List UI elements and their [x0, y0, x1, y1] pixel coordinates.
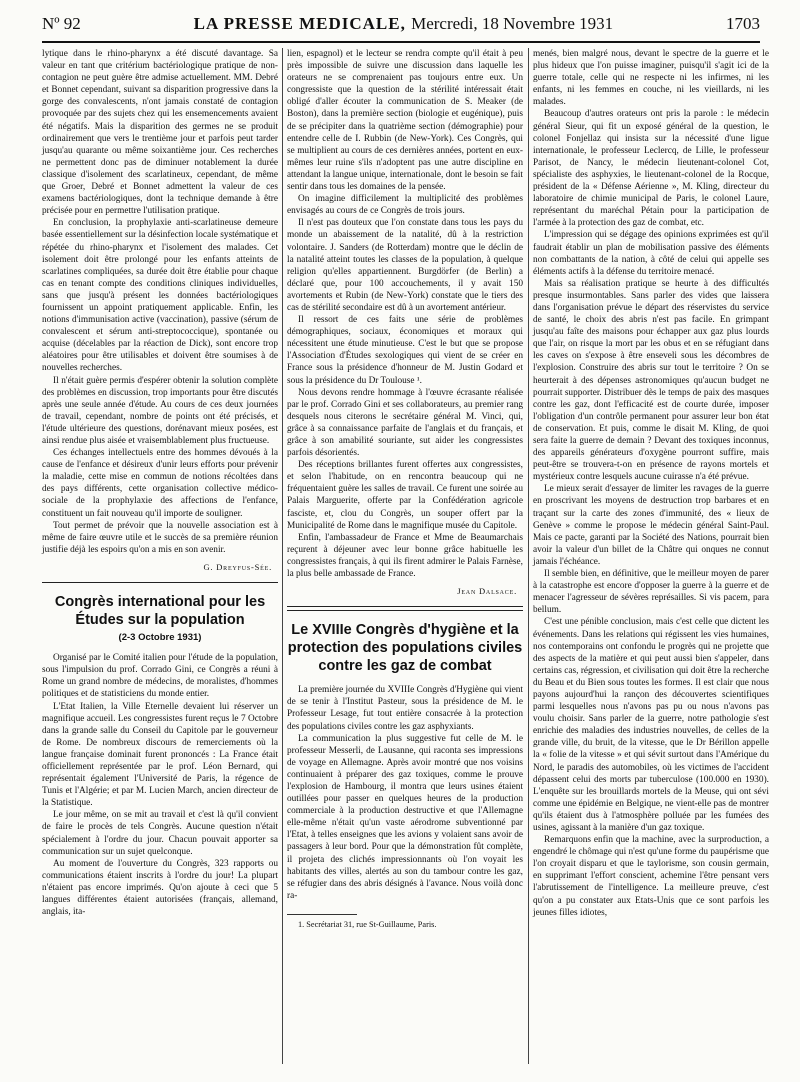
section-divider: [42, 582, 278, 583]
paragraph: Des réceptions brillantes furent offertes aux congressistes, et selon l'habitude, on en rencontra beaucoup qui ne fréquentaient guère les salles de travail. Ce furent une soirée au Palais Marguerite, offerte par la Confédération agricole fasciste, et, clou du Congrès, un souper offert par la Municipalité de Rome dans le magnifique musée du Capitole.: [287, 460, 523, 531]
paragraph: En conclusion, la prophylaxie anti-scarlatineuse demeure basée essentiellement sur la désinfection locale systématique et répétée du rhino-pharynx et l'isolement des malades. Cet isolement doit être prolongé pour les enfants atteints de scarlatines compliquées, sa durée doit être établie pour chaque cas en tenant compte des conditions cliniques individuelles, sans que jusqu'à présent les données bactériologiques fournissent un appoint pratiquement applicable. Enfin, les notions d'immunisation active (vaccination), passive (sérum de convalescent et sérum anti-streptococcique), spontanée ou acquise (décelables par la réaction de Dick), sont encore trop aléatoires pour être utilisables et doivent être soumises à de nouvelles recherches.: [42, 218, 278, 374]
paragraph: Tout permet de prévoir que la nouvelle association est à même de faire œuvre utile et le succès de sa première réunion justifie déjà les espoirs qu'on a mis en son avenir.: [42, 520, 278, 555]
paragraph: Le jour même, on se mit au travail et c'est là qu'il convient de faire le procès de tels Congrès. Aucune question n'était spécialement à l'ordre du jour. Chacun pouvait apporter sa communication sur un sujet quelconque.: [42, 810, 278, 857]
issue-date: Mercredi, 18 Novembre 1931: [411, 14, 614, 33]
paragraph: La communication la plus suggestive fut celle de M. le professeur Messerli, de Lausanne, qui raconta ses impressions de voyage en Allemagne. Après avoir montré que nos voisins continuaient à préparer des gaz toxiques, comme le prouve l'explosion de Hambourg, il montra que leurs usines étaient outillées pour passer en quelques heures de la production commerciale à la production destructive et que l'Allemagne elle-même n'était qu'un vaste aérodrome subventionné par l'Etat, à telles enseignes que les avions y volaient sans avoir de passagers à leur bord. Pour que la démonstration fût complète, il projeta des clichés impressionnants où l'on voyait les habitants des villes, alertés au son du tambour contre les gaz, se réfugier dans des abris désignés à l'avance. Nous voilà donc ra-: [287, 733, 523, 901]
issue-number: Nº 92: [42, 14, 81, 33]
page-header: [42, 14, 760, 42]
column-1: [42, 48, 278, 918]
column-3: [533, 48, 769, 919]
masthead: LA PRESSE MEDICALE,: [193, 14, 406, 33]
paragraph: Mais sa réalisation pratique se heurte à des difficultés presque insurmontables. Sans parler des vides que laissera dans l'organisation prévue le départ des réservistes du service de santé, le choix des abris n'est pas facile. En grimpant jusqu'au faîte des maisons pour échapper aux gaz plus lourds que l'air, on risque la mort par les obus et en se réfugiant dans les caves on s'expose à être enseveli sous les décombres de l'explosion. Construire des abris sur tout le territoire ? On se heurterait à des dépenses astronomiques qu'aucun budget ne pourrait supporter. Distribuer dès le temps de paix des masques contre les gaz, dont l'efficacité est de courte durée, imposer l'obligation d'un contrôle permanent pour assurer leur bon état de conservation. Et puis, comme le disait M. Kling, de quoi sera faite la guerre de demain ? Devant des toxiques inconnus, des appareils générateurs d'oxygène pourront suffire, mais peut-être se trouvera-t-on en présence de rayons mortels et mystérieux contre lesquels aucune cuirasse n'a été prévue.: [533, 278, 769, 483]
paragraph: Enfin, l'ambassadeur de France et Mme de Beaumarchais reçurent à déjeuner avec leur bonne grâce habituelle les congressistes français, à qui ils firent admirer le Palais Farnèse, la plus belle ambassade de France.: [287, 532, 523, 580]
author-signature: Jean Dalsace.: [457, 586, 517, 597]
paragraph: On imagine difficilement la multiplicité des problèmes envisagés au cours de ce Congrès de trois jours.: [287, 194, 523, 217]
column-2: [287, 48, 523, 930]
paragraph: Le mieux serait d'essayer de limiter les ravages de la guerre en proscrivant les moyens de destruction trop barbares et en traçant sur la carte des zones d'immunité, des « lieux de Genève » comme le propose le médecin général Saint-Paul. Mais ce pacte, garanti par la Société des Nations, pourrait bien avoir la valeur d'un billet de la Châtre qui onques ne connut jamais l'échéance.: [533, 484, 769, 567]
paragraph: Il n'était guère permis d'espérer obtenir la solution complète des problèmes en discussion, trop importants pour être discutés après une seule année d'étude. Au cours de ces deux journées de travail, cependant, nombre de points ont été précisés, et l'étude ultérieure des questions, dorénavant mieux posées, est ainsi rendue plus aisée et vraisemblablement plus fructueuse.: [42, 375, 278, 446]
header-rule: [42, 41, 760, 43]
page-number: 1703: [726, 14, 760, 33]
paragraph: Il n'est pas douteux que l'on constate dans tous les pays du monde un abaissement de la natalité, dû à la restriction volontaire. J. Sanders (de Rotterdam) montre que le déclin de la natalité atteint toutes les classes de la population, à quelque religion qu'elles appartiennent. Burgdörfer (de Berlin) a déclaré que, pour 100 accouchements, il y avait 150 avortements et Rubin (de New-York) constate que le tiers des cas de stérilité secondaire est dû à un avortement antérieur.: [287, 218, 523, 313]
paragraph: Il ressort de ces faits une série de problèmes démographiques, sociaux, économiques et moraux qui nécessitent une étude minutieuse. C'est le but que se propose l'Association d'Études sexologiques qui vient de se créer en France sous la présidence d'honneur de M. Justin Godard et sous la présidence du Dr Toulouse ¹.: [287, 315, 523, 386]
paragraph: L'Etat Italien, la Ville Eternelle devaient lui réserver un magnifique accueil. Les congressistes furent reçus le 7 Octobre dans la grande salle du Conseil du Capitole par le gouverneur de Rome. De nombreux discours de remerciements où la langue française dominait furent prononcés : La France était officiellement représentée par le prof. Léon Bernard, qui représentait également l'Université de Paris, la régence de Tunis et l'Algérie; et par M. Lucien March, ancien directeur de la Statistique.: [42, 701, 278, 809]
column-separator: [528, 48, 529, 1064]
column-separator: [282, 48, 283, 1064]
footnote-rule: [287, 914, 357, 915]
paragraph: Beaucoup d'autres orateurs ont pris la parole : le médecin général Sieur, qui fit un exposé général de la question, le colonel Fonjellaz qui insista sur la nécessité d'une ligue internationale, le professeur Leclercq, de Lille, le professeur Parisot, de Nancy, le médecin lieutenant-colonel Cot, spécialiste des asphyxies, le lieutenant-colonel de la Rocque, président de la « Défense Aérienne », M. Kling, directeur du laboratoire de chimie municipal de Paris, le colonel Laure, représentant du maréchal Pétain pour la participation de l'armée à la protection des gaz de combat, etc.: [533, 109, 769, 229]
paragraph: Organisé par le Comité italien pour l'étude de la population, sous l'impulsion du prof. Corrado Gini, ce Congrès a réuni à Rome un grand nombre de médecins, de moralistes, d'hommes politiques et de statisticiens du monde entier.: [42, 653, 278, 700]
paragraph: C'est une pénible conclusion, mais c'est celle que dictent les événements. Dans les relations qui régissent les vies humaines, nos contemporains ont confondu le progrès qui ne projette que des aspects de la matière et qui peut aussi bien s'appeler, dans certains cas, régression, et civilisation qui doit être la recherche du Beau et du Bien sous toutes les formes. Il est clair que nous payons aujourd'hui la rançon des découvertes scientifiques parmi lesquelles nous n'avons pas pu ou nous n'avons pas voulu choisir. Sans parler de la guerre, notre pathologie s'est enrichie des maladies des industries nouvelles, de celles de la grande ville, du bruit, de la vitesse, que le Dr Bérillon appelle la « folie de la vitesse » et qui sévit surtout dans l'Amérique du Nord, le paradis des automobiles, où les victimes de l'accident dépassent celui des morts par tuberculose (100.000 en 1930). L'enquête sur les brouillards mortels de la Meuse, qui ont sévi comme une épidémie en Belgique, ne vient-elle pas de montrer qu'ils étaient dus à l'atmosphère polluée par les fumées des usines, agissant à la manière d'un gaz toxique.: [533, 617, 769, 833]
paragraph: Il semble bien, en définitive, que le meilleur moyen de parer à la catastrophe est encore d'opposer la guerre à la guerre et de menacer l'agresseur de sévères représailles. Si vis pacem, para bellum.: [533, 569, 769, 616]
paragraph: menés, bien malgré nous, devant le spectre de la guerre et le plus hideux que l'on puisse imaginer, puisqu'il s'agit ici de la guerre totale, celle qui ne respecte ni les infirmes, ni les enfants, ni les femmes en couche, ni les vieillards, ni les malades.: [533, 49, 769, 108]
paragraph: lien, espagnol) et le lecteur se rendra compte qu'il était à peu près impossible de suivre une discussion dans laquelle les orateurs ne se comprenaient pas toujours entre eux. Un congressiste que la question de la stérilité intéressait était obligé d'aller écouter la communication de S. Meaker (de Boston), dans la première section (biologie et eugénique), puis de se précipiter dans la quatrième section (démographie) pour entendre celle de I. Rubbin (de New-York). Ces Congrès, qui se multiplient au cours de ces dernières années, portent en eux-mêmes leur ruine s'ils n'adoptent pas une autre discipline en attendant la langue unique, internationale, dont le besoin se fait sentir dans tous les domaines de la pensée.: [287, 49, 523, 193]
article-title: Congrès international pour les Études sur la population: [54, 594, 266, 629]
paragraph: Ces échanges intellectuels entre des hommes dévoués à la cause de l'enfance et désireux d'unir leurs efforts pour prévenir la maladie, cette mise en commun de notions récoltées dans des pays différents, cette organisation collective médico-sociale de la prophylaxie des affections de l'enfance, constituent un fait nouveau qu'il importe de souligner.: [42, 448, 278, 519]
paragraph: Remarquons enfin que la machine, avec la surproduction, a engendré le chômage qui n'est qu'une forme du paupérisme que l'on croyait disparu et que le taylorisme, son cousin germain, en supprimant l'effort conscient, achemine l'être pensant vers l'abrutissement de l'intelligence. La meilleure preuve, c'est qu'on a pu constater aux Etats-Unis que ce sont parfois les jeunes filles idiotes,: [533, 835, 769, 918]
paragraph: La première journée du XVIIIe Congrès d'Hygiène qui vient de se tenir à l'Institut Pasteur, sous la présidence de M. le Professeur Lesage, fut tout entière consacrée à la protection des populations civiles contre les gaz asphyxiants.: [287, 685, 523, 732]
paragraph: Au moment de l'ouverture du Congrès, 323 rapports ou communications étaient inscrits à l'ordre du jour! La plupart n'étaient pas encore imprimés. Qu'on ajoute à ceci que 5 langues différentes étaient autorisées (français, allemand, anglais, ita-: [42, 858, 278, 918]
paragraph: lytique dans le rhino-pharynx a été discuté davantage. Sa valeur en tant que critérium bactériologique pratique de non-contagion ne peut guère être admise actuellement. MM. Debré et Bonnet cependant, suivant sa disparition progressive dans la gorge des convalescents, n'ont jamais constaté de contagion provoquée par des sujets chez qui les ensemencements avaient été négatifs. Mais la disparition des germes ne se produit ordinairement que vers le trentième jour et parfois peut tarder jusqu'au quarante ou même soixantième jour. Ces recherches ne permettent donc pas de diminuer notablement la durée classique d'isolement des scarlatineux, cependant, de même que Groer, Debré et Bonnet admettent la valeur de ces examens bactériologiques, dont la technique demande à être précisée pour en permettre l'utilisation pratique.: [42, 49, 278, 217]
masthead-line: [194, 14, 614, 34]
section-divider: [287, 606, 523, 607]
section-divider: [287, 610, 523, 611]
footnote: 1. Secrétariat 31, rue St-Guillaume, Paris.: [298, 919, 437, 929]
article-title: Le XVIIIe Congrès d'hygiène et la protection des populations civiles contre les gaz de combat: [287, 622, 523, 675]
paragraph: Nous devons rendre hommage à l'œuvre écrasante réalisée par le prof. Corrado Gini et ses collaborateurs, au premier rang desquels nous citerons le secrétaire général M. Vinci, qui, grâce à sa connaissance parfaite de l'anglais et du français, et grâce à son amabilité souriante, sut aider les congressistes parfois désorientés.: [287, 387, 523, 459]
article-subtitle: (2-3 Octobre 1931): [118, 632, 202, 644]
author-signature: G. Dreyfus-Sée.: [203, 561, 272, 572]
paragraph: L'impression qui se dégage des opinions exprimées est qu'il faudrait établir un plan de mobilisation passive des éléments non combattants de la nation, à côté de celui qui appelle ses éléments actifs à la défense du territoire menacé.: [533, 230, 769, 277]
